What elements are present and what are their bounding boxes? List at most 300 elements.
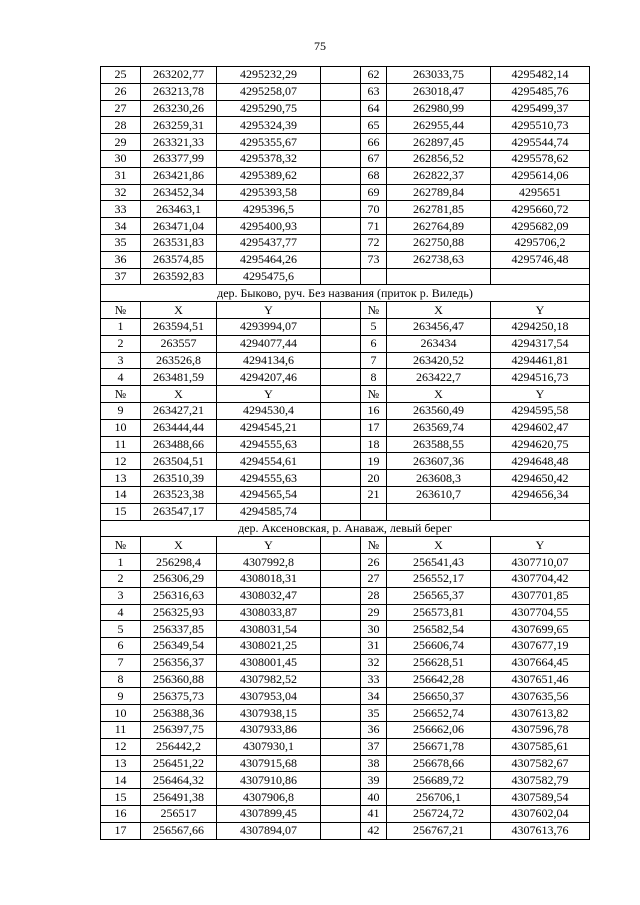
separator-cell xyxy=(321,621,361,638)
y-coordinate-cell: 4307933,86 xyxy=(217,722,321,739)
separator-cell xyxy=(321,570,361,587)
x-coordinate-cell: 262764,89 xyxy=(387,218,491,235)
y-coordinate-cell: 4295393,58 xyxy=(217,184,321,201)
point-number-cell: 71 xyxy=(361,218,387,235)
y-coordinate-cell: 4294250,18 xyxy=(491,318,590,335)
table-row xyxy=(101,67,590,84)
point-number-cell: 35 xyxy=(361,705,387,722)
table-row xyxy=(101,251,590,268)
separator-cell xyxy=(321,654,361,671)
y-coordinate-cell: 4307704,55 xyxy=(491,604,590,621)
point-number-cell: 27 xyxy=(101,100,141,117)
point-number-cell: 26 xyxy=(101,83,141,100)
y-coordinate-cell xyxy=(491,268,590,285)
y-coordinate-cell: 4295544,74 xyxy=(491,134,590,151)
x-coordinate-cell: 263427,21 xyxy=(141,402,217,419)
x-coordinate-cell: 263510,39 xyxy=(141,470,217,487)
point-number-cell: 34 xyxy=(361,688,387,705)
x-coordinate-cell: X xyxy=(387,302,491,319)
x-coordinate-cell: 256671,78 xyxy=(387,738,491,755)
x-coordinate-cell: 263377,99 xyxy=(141,150,217,167)
point-number-cell: 17 xyxy=(101,822,141,839)
y-coordinate-cell: 4293994,07 xyxy=(217,318,321,335)
x-coordinate-cell: 263033,75 xyxy=(387,67,491,84)
table-row xyxy=(101,167,590,184)
point-number-cell: 10 xyxy=(101,419,141,436)
point-number-cell: № xyxy=(361,386,387,403)
section-title: дер. Аксеновская, р. Анаваж, левый берег xyxy=(101,520,590,537)
table-row xyxy=(101,486,590,503)
x-coordinate-cell: 263588,55 xyxy=(387,436,491,453)
point-number-cell: 29 xyxy=(101,134,141,151)
separator-cell xyxy=(321,789,361,806)
x-coordinate-cell: 256767,21 xyxy=(387,822,491,839)
x-coordinate-cell: 263610,7 xyxy=(387,486,491,503)
y-coordinate-cell: 4294650,42 xyxy=(491,470,590,487)
table-row xyxy=(101,554,590,571)
separator-cell xyxy=(321,419,361,436)
point-number-cell: 68 xyxy=(361,167,387,184)
point-number-cell: 9 xyxy=(101,402,141,419)
y-coordinate-cell: 4294461,81 xyxy=(491,352,590,369)
x-coordinate-cell xyxy=(387,503,491,520)
y-coordinate-cell: 4294656,34 xyxy=(491,486,590,503)
point-number-cell: 16 xyxy=(101,806,141,823)
y-coordinate-cell: 4294555,63 xyxy=(217,436,321,453)
point-number-cell: 28 xyxy=(101,117,141,134)
separator-cell xyxy=(321,369,361,386)
point-number-cell: 2 xyxy=(101,335,141,352)
x-coordinate-cell: 262856,52 xyxy=(387,150,491,167)
point-number-cell: № xyxy=(361,537,387,554)
y-coordinate-cell: 4307992,8 xyxy=(217,554,321,571)
separator-cell xyxy=(321,402,361,419)
x-coordinate-cell: 262789,84 xyxy=(387,184,491,201)
x-coordinate-cell: 263421,86 xyxy=(141,167,217,184)
separator-cell xyxy=(321,453,361,470)
y-coordinate-cell: Y xyxy=(217,537,321,554)
table-row xyxy=(101,671,590,688)
point-number-cell: 13 xyxy=(101,755,141,772)
x-coordinate-cell: 263456,47 xyxy=(387,318,491,335)
point-number-cell: 62 xyxy=(361,67,387,84)
point-number-cell: 39 xyxy=(361,772,387,789)
point-number-cell: 1 xyxy=(101,554,141,571)
y-coordinate-cell: 4307906,8 xyxy=(217,789,321,806)
point-number-cell: 72 xyxy=(361,234,387,251)
point-number-cell: 3 xyxy=(101,587,141,604)
x-coordinate-cell: 263547,17 xyxy=(141,503,217,520)
point-number-cell: 29 xyxy=(361,604,387,621)
y-coordinate-cell: 4307915,68 xyxy=(217,755,321,772)
y-coordinate-cell: 4307635,56 xyxy=(491,688,590,705)
separator-cell xyxy=(321,67,361,84)
point-number-cell: № xyxy=(101,386,141,403)
y-coordinate-cell: 4307982,52 xyxy=(217,671,321,688)
x-coordinate-cell: 256360,88 xyxy=(141,671,217,688)
x-coordinate-cell: X xyxy=(141,302,217,319)
separator-cell xyxy=(321,486,361,503)
x-coordinate-cell: 263523,38 xyxy=(141,486,217,503)
point-number-cell: 33 xyxy=(101,201,141,218)
y-coordinate-cell: 4295499,37 xyxy=(491,100,590,117)
table-row xyxy=(101,688,590,705)
y-coordinate-cell: 4307710,07 xyxy=(491,554,590,571)
y-coordinate-cell: 4295510,73 xyxy=(491,117,590,134)
x-coordinate-cell: 263488,66 xyxy=(141,436,217,453)
x-coordinate-cell: 263574,85 xyxy=(141,251,217,268)
x-coordinate-cell: 263526,8 xyxy=(141,352,217,369)
point-number-cell: 8 xyxy=(361,369,387,386)
y-coordinate-cell: 4294555,63 xyxy=(217,470,321,487)
x-coordinate-cell: X xyxy=(141,537,217,554)
table-row xyxy=(101,234,590,251)
y-coordinate-cell: 4294530,4 xyxy=(217,402,321,419)
section-title: дер. Быково, руч. Без названия (приток р. Виледь) xyxy=(101,285,590,302)
point-number-cell: 9 xyxy=(101,688,141,705)
separator-cell xyxy=(321,436,361,453)
header-row xyxy=(101,386,590,403)
separator-cell xyxy=(321,268,361,285)
y-coordinate-cell: Y xyxy=(491,302,590,319)
x-coordinate-cell: 256517 xyxy=(141,806,217,823)
table-row xyxy=(101,604,590,621)
table-row xyxy=(101,570,590,587)
y-coordinate-cell: 4307953,04 xyxy=(217,688,321,705)
y-coordinate-cell: 4307894,07 xyxy=(217,822,321,839)
point-number-cell: 16 xyxy=(361,402,387,419)
x-coordinate-cell: 263504,51 xyxy=(141,453,217,470)
separator-cell xyxy=(321,772,361,789)
table-row xyxy=(101,789,590,806)
x-coordinate-cell: 263592,83 xyxy=(141,268,217,285)
separator-cell xyxy=(321,587,361,604)
point-number-cell: 69 xyxy=(361,184,387,201)
coordinates-table xyxy=(100,66,590,840)
separator-cell xyxy=(321,83,361,100)
table-row xyxy=(101,822,590,839)
point-number-cell: 41 xyxy=(361,806,387,823)
y-coordinate-cell: 4307930,1 xyxy=(217,738,321,755)
y-coordinate-cell: 4307613,76 xyxy=(491,822,590,839)
x-coordinate-cell: 263463,1 xyxy=(141,201,217,218)
table-row xyxy=(101,335,590,352)
x-coordinate-cell: 263481,59 xyxy=(141,369,217,386)
y-coordinate-cell: 4307613,82 xyxy=(491,705,590,722)
point-number-cell: 17 xyxy=(361,419,387,436)
y-coordinate-cell: 4294602,47 xyxy=(491,419,590,436)
point-number-cell: 36 xyxy=(101,251,141,268)
x-coordinate-cell: 263202,77 xyxy=(141,67,217,84)
y-coordinate-cell: 4295258,07 xyxy=(217,83,321,100)
point-number-cell: 21 xyxy=(361,486,387,503)
table-row xyxy=(101,772,590,789)
separator-cell xyxy=(321,184,361,201)
y-coordinate-cell: 4294595,58 xyxy=(491,402,590,419)
point-number-cell: 6 xyxy=(361,335,387,352)
x-coordinate-cell: 256298,4 xyxy=(141,554,217,571)
point-number-cell: 5 xyxy=(361,318,387,335)
separator-cell xyxy=(321,822,361,839)
x-coordinate-cell: 256442,2 xyxy=(141,738,217,755)
point-number-cell: 42 xyxy=(361,822,387,839)
y-coordinate-cell: 4308033,87 xyxy=(217,604,321,621)
y-coordinate-cell: 4294554,61 xyxy=(217,453,321,470)
x-coordinate-cell: 256567,66 xyxy=(141,822,217,839)
x-coordinate-cell: 263569,74 xyxy=(387,419,491,436)
y-coordinate-cell: 4295389,62 xyxy=(217,167,321,184)
point-number-cell: 73 xyxy=(361,251,387,268)
x-coordinate-cell xyxy=(387,268,491,285)
x-coordinate-cell: 263422,7 xyxy=(387,369,491,386)
point-number-cell: 1 xyxy=(101,318,141,335)
x-coordinate-cell: 263531,83 xyxy=(141,234,217,251)
point-number-cell: 7 xyxy=(101,654,141,671)
x-coordinate-cell: 256689,72 xyxy=(387,772,491,789)
table-row xyxy=(101,201,590,218)
x-coordinate-cell: 256662,06 xyxy=(387,722,491,739)
x-coordinate-cell: 262980,99 xyxy=(387,100,491,117)
point-number-cell: 30 xyxy=(361,621,387,638)
x-coordinate-cell: 263444,44 xyxy=(141,419,217,436)
x-coordinate-cell: 256552,17 xyxy=(387,570,491,587)
header-row xyxy=(101,302,590,319)
separator-cell xyxy=(321,302,361,319)
x-coordinate-cell: 256582,54 xyxy=(387,621,491,638)
y-coordinate-cell: 4308001,45 xyxy=(217,654,321,671)
table-row xyxy=(101,318,590,335)
y-coordinate-cell: 4295378,32 xyxy=(217,150,321,167)
y-coordinate-cell: 4294620,75 xyxy=(491,436,590,453)
point-number-cell: 34 xyxy=(101,218,141,235)
x-coordinate-cell: 256642,28 xyxy=(387,671,491,688)
separator-cell xyxy=(321,201,361,218)
separator-cell xyxy=(321,722,361,739)
y-coordinate-cell: 4307701,85 xyxy=(491,587,590,604)
x-coordinate-cell: 263471,04 xyxy=(141,218,217,235)
table-row xyxy=(101,470,590,487)
table-row xyxy=(101,100,590,117)
separator-cell xyxy=(321,335,361,352)
point-number-cell: 14 xyxy=(101,486,141,503)
point-number-cell: 25 xyxy=(101,67,141,84)
y-coordinate-cell: Y xyxy=(491,537,590,554)
x-coordinate-cell: 262781,85 xyxy=(387,201,491,218)
x-coordinate-cell: 262750,88 xyxy=(387,234,491,251)
table-row xyxy=(101,587,590,604)
x-coordinate-cell: 263420,52 xyxy=(387,352,491,369)
separator-cell xyxy=(321,318,361,335)
y-coordinate-cell: 4295232,29 xyxy=(217,67,321,84)
separator-cell xyxy=(321,554,361,571)
x-coordinate-cell: 256573,81 xyxy=(387,604,491,621)
separator-cell xyxy=(321,638,361,655)
point-number-cell: 40 xyxy=(361,789,387,806)
y-coordinate-cell: 4295746,48 xyxy=(491,251,590,268)
x-coordinate-cell: 256628,51 xyxy=(387,654,491,671)
point-number-cell: 33 xyxy=(361,671,387,688)
separator-cell xyxy=(321,537,361,554)
table-row xyxy=(101,83,590,100)
x-coordinate-cell: 256650,37 xyxy=(387,688,491,705)
point-number-cell: № xyxy=(361,302,387,319)
table-row xyxy=(101,722,590,739)
y-coordinate-cell: 4294565,54 xyxy=(217,486,321,503)
y-coordinate-cell: 4294134,6 xyxy=(217,352,321,369)
y-coordinate-cell: 4295355,67 xyxy=(217,134,321,151)
x-coordinate-cell: 263321,33 xyxy=(141,134,217,151)
y-coordinate-cell: 4295614,06 xyxy=(491,167,590,184)
y-coordinate-cell: Y xyxy=(217,386,321,403)
table-row xyxy=(101,184,590,201)
y-coordinate-cell: 4307582,79 xyxy=(491,772,590,789)
table-row xyxy=(101,806,590,823)
point-number-cell: 38 xyxy=(361,755,387,772)
y-coordinate-cell: 4295437,77 xyxy=(217,234,321,251)
y-coordinate-cell: 4307664,45 xyxy=(491,654,590,671)
y-coordinate-cell: 4294516,73 xyxy=(491,369,590,386)
x-coordinate-cell: 256349,54 xyxy=(141,638,217,655)
x-coordinate-cell: 256706,1 xyxy=(387,789,491,806)
y-coordinate-cell: Y xyxy=(217,302,321,319)
page-number: 75 xyxy=(314,39,326,53)
point-number-cell: 37 xyxy=(101,268,141,285)
y-coordinate-cell: 4295464,26 xyxy=(217,251,321,268)
x-coordinate-cell: 256724,72 xyxy=(387,806,491,823)
table-row xyxy=(101,503,590,520)
separator-cell xyxy=(321,218,361,235)
point-number-cell: № xyxy=(101,302,141,319)
point-number-cell: 66 xyxy=(361,134,387,151)
x-coordinate-cell: 256316,63 xyxy=(141,587,217,604)
header-row xyxy=(101,537,590,554)
x-coordinate-cell: 262897,45 xyxy=(387,134,491,151)
separator-cell xyxy=(321,503,361,520)
x-coordinate-cell: 256491,38 xyxy=(141,789,217,806)
separator-cell xyxy=(321,755,361,772)
point-number-cell: 12 xyxy=(101,738,141,755)
y-coordinate-cell: 4294207,46 xyxy=(217,369,321,386)
point-number-cell: 18 xyxy=(361,436,387,453)
y-coordinate-cell: 4294585,74 xyxy=(217,503,321,520)
y-coordinate-cell: 4307677,19 xyxy=(491,638,590,655)
point-number-cell: 8 xyxy=(101,671,141,688)
table-row xyxy=(101,705,590,722)
table-row xyxy=(101,150,590,167)
y-coordinate-cell: 4307910,86 xyxy=(217,772,321,789)
point-number-cell: 2 xyxy=(101,570,141,587)
y-coordinate-cell: Y xyxy=(491,386,590,403)
point-number-cell: 15 xyxy=(101,503,141,520)
point-number-cell: 30 xyxy=(101,150,141,167)
x-coordinate-cell: 256565,37 xyxy=(387,587,491,604)
y-coordinate-cell: 4295396,5 xyxy=(217,201,321,218)
x-coordinate-cell: X xyxy=(387,386,491,403)
section-title-row xyxy=(101,285,590,302)
point-number-cell: 70 xyxy=(361,201,387,218)
point-number-cell: 67 xyxy=(361,150,387,167)
point-number-cell: 32 xyxy=(361,654,387,671)
y-coordinate-cell: 4295290,75 xyxy=(217,100,321,117)
point-number-cell xyxy=(361,503,387,520)
separator-cell xyxy=(321,604,361,621)
table-row xyxy=(101,218,590,235)
x-coordinate-cell: 256606,74 xyxy=(387,638,491,655)
x-coordinate-cell: 262955,44 xyxy=(387,117,491,134)
y-coordinate-cell: 4294077,44 xyxy=(217,335,321,352)
separator-cell xyxy=(321,705,361,722)
y-coordinate-cell: 4295324,39 xyxy=(217,117,321,134)
x-coordinate-cell: 263560,49 xyxy=(387,402,491,419)
table-row xyxy=(101,755,590,772)
separator-cell xyxy=(321,117,361,134)
x-coordinate-cell: 262738,63 xyxy=(387,251,491,268)
table-row xyxy=(101,117,590,134)
y-coordinate-cell: 4295706,2 xyxy=(491,234,590,251)
point-number-cell: 20 xyxy=(361,470,387,487)
section-title-row xyxy=(101,520,590,537)
point-number-cell: 13 xyxy=(101,470,141,487)
x-coordinate-cell: 256678,66 xyxy=(387,755,491,772)
x-coordinate-cell: 256325,93 xyxy=(141,604,217,621)
table-row xyxy=(101,654,590,671)
point-number-cell: 32 xyxy=(101,184,141,201)
separator-cell xyxy=(321,470,361,487)
point-number-cell: 35 xyxy=(101,234,141,251)
point-number-cell: 11 xyxy=(101,722,141,739)
point-number-cell: 7 xyxy=(361,352,387,369)
separator-cell xyxy=(321,386,361,403)
x-coordinate-cell: 256337,85 xyxy=(141,621,217,638)
y-coordinate-cell: 4295682,09 xyxy=(491,218,590,235)
separator-cell xyxy=(321,806,361,823)
y-coordinate-cell: 4295651 xyxy=(491,184,590,201)
x-coordinate-cell: 256652,74 xyxy=(387,705,491,722)
separator-cell xyxy=(321,738,361,755)
point-number-cell xyxy=(361,268,387,285)
table-row xyxy=(101,453,590,470)
point-number-cell: 11 xyxy=(101,436,141,453)
point-number-cell: 26 xyxy=(361,554,387,571)
table-row xyxy=(101,268,590,285)
y-coordinate-cell: 4294648,48 xyxy=(491,453,590,470)
x-coordinate-cell: 263594,51 xyxy=(141,318,217,335)
x-coordinate-cell: 263452,34 xyxy=(141,184,217,201)
table-row xyxy=(101,352,590,369)
table-row xyxy=(101,419,590,436)
point-number-cell: 28 xyxy=(361,587,387,604)
x-coordinate-cell: 256451,22 xyxy=(141,755,217,772)
point-number-cell: 3 xyxy=(101,352,141,369)
point-number-cell: 63 xyxy=(361,83,387,100)
y-coordinate-cell: 4307589,54 xyxy=(491,789,590,806)
x-coordinate-cell: 263608,3 xyxy=(387,470,491,487)
point-number-cell: 4 xyxy=(101,369,141,386)
separator-cell xyxy=(321,167,361,184)
separator-cell xyxy=(321,134,361,151)
y-coordinate-cell: 4307651,46 xyxy=(491,671,590,688)
y-coordinate-cell: 4295660,72 xyxy=(491,201,590,218)
point-number-cell: 64 xyxy=(361,100,387,117)
point-number-cell: 10 xyxy=(101,705,141,722)
x-coordinate-cell: 263607,36 xyxy=(387,453,491,470)
y-coordinate-cell: 4307938,15 xyxy=(217,705,321,722)
x-coordinate-cell: 263557 xyxy=(141,335,217,352)
x-coordinate-cell: 263259,31 xyxy=(141,117,217,134)
x-coordinate-cell: 256356,37 xyxy=(141,654,217,671)
point-number-cell: 31 xyxy=(101,167,141,184)
y-coordinate-cell: 4308018,31 xyxy=(217,570,321,587)
